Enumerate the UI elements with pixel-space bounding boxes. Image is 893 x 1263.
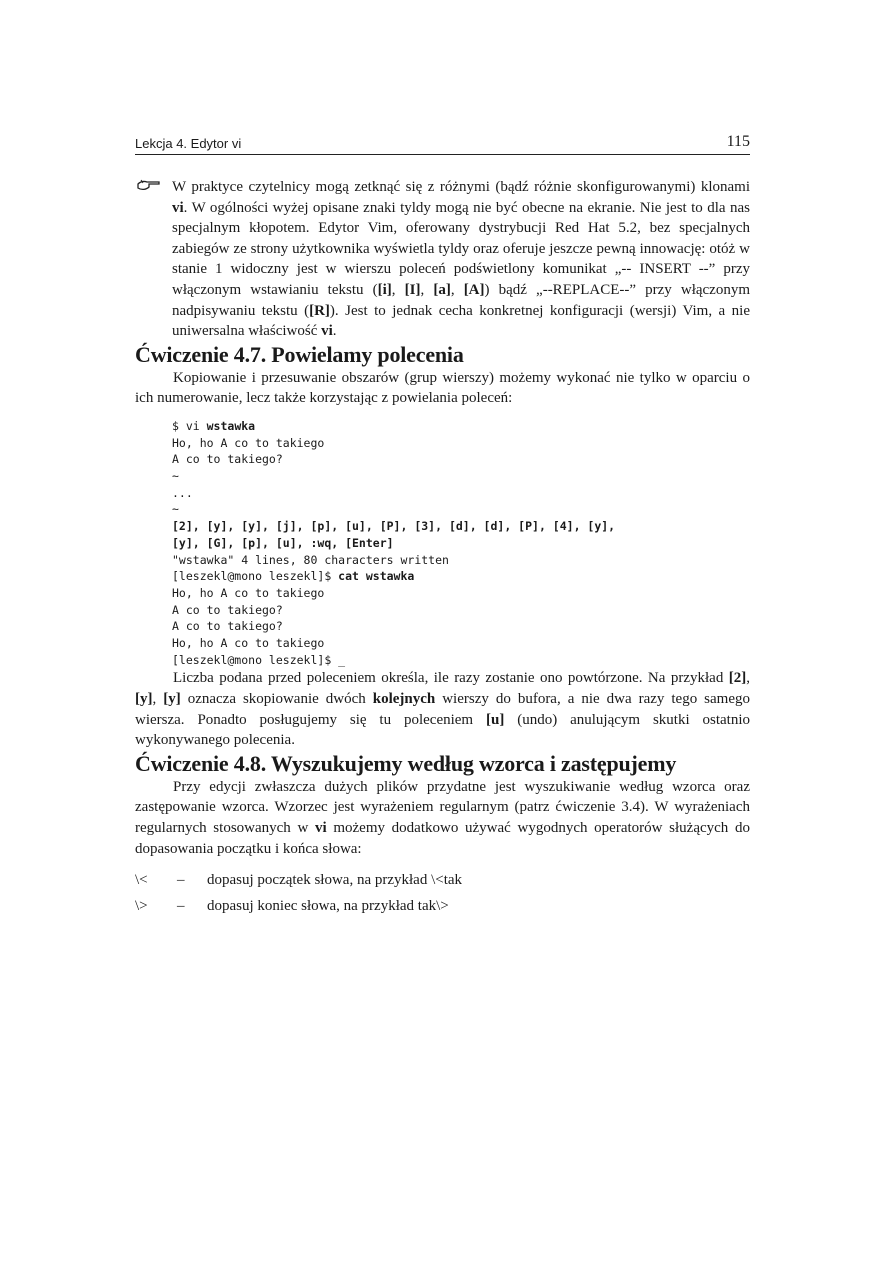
- book-page: [135, 133, 750, 919]
- list-item: [135, 867, 750, 893]
- bold-text: [y], [G], [p], [u], :wq, [Enter]: [172, 535, 394, 550]
- code-listing: [172, 418, 750, 669]
- text-run: ) bądź „--REPLACE--” przy włączonym nadpisywaniu tekstu (: [172, 281, 751, 319]
- text-run: Ho, ho A co to takiego: [172, 435, 325, 450]
- note-text: [172, 177, 750, 342]
- code-line: [172, 652, 750, 669]
- text-run: ,: [391, 281, 405, 298]
- note-block: [135, 177, 750, 342]
- bold-text: [a]: [433, 281, 451, 298]
- code-line: [172, 485, 750, 502]
- text-run: ...: [172, 485, 193, 500]
- pointing-hand-icon: [137, 178, 161, 192]
- code-line: [172, 418, 750, 435]
- bold-text: [A]: [463, 281, 485, 298]
- operator-list: [135, 867, 750, 919]
- bold-text: [2]: [728, 670, 747, 687]
- bold-text: [u]: [485, 711, 505, 728]
- text-run: ,: [450, 281, 464, 298]
- code-line: [172, 568, 750, 585]
- text-run: [leszekl@mono leszekl]$ _: [172, 652, 346, 667]
- section-heading: Ćwiczenie 4.7. Powielamy polecenia: [135, 341, 464, 367]
- text-run: A co to takiego?: [172, 602, 283, 617]
- operator-description: dopasuj koniec słowa, na przykład tak\>: [207, 898, 449, 915]
- code-line: [172, 602, 750, 619]
- text-run: Liczba podana przed poleceniem określa, ile razy zostanie ono powtórzone. Na przykład: [173, 670, 729, 687]
- dash: –: [177, 898, 185, 915]
- text-run: (undo) anulującym skutki ostatnio wykonywanego polecenia.: [135, 711, 750, 749]
- text-run: możemy dodatkowo używać wygodnych operatorów służących do dopasowania początku i końca słowa:: [135, 820, 750, 857]
- operator-symbol: \<: [135, 872, 148, 889]
- text-run: "wstawka" 4 lines, 80 characters written: [172, 552, 449, 567]
- text-run: A co to takiego?: [172, 452, 283, 467]
- operator-symbol: \>: [135, 898, 148, 915]
- text-run: $ vi: [172, 418, 207, 433]
- code-line: [172, 501, 750, 518]
- dash: –: [177, 872, 185, 889]
- text-run: Ho, ho A co to takiego: [172, 636, 325, 651]
- code-line: [172, 451, 750, 468]
- bold-text: wstawka: [206, 418, 256, 433]
- code-line: [172, 585, 750, 602]
- text-run: wierszy do bufora, a nie dwa razy tego samego wiersza. Ponadto posługujemy się tu poleceniem: [135, 691, 750, 728]
- bold-text: [y]: [135, 691, 153, 708]
- operator-description: dopasuj początek słowa, na przykład \<tak: [207, 872, 463, 889]
- code-line: [172, 552, 750, 569]
- code-line: [172, 435, 750, 452]
- bold-text: [y]: [163, 691, 181, 708]
- text-run: .: [332, 323, 337, 340]
- text-run: Ho, ho A co to takiego: [172, 585, 325, 600]
- bold-text: [R]: [309, 302, 330, 319]
- list-item: [135, 893, 750, 919]
- chapter-title: Lekcja 4. Edytor vi: [135, 136, 242, 151]
- text-run: Przy edycji zwłaszcza dużych plików przydatne jest wyszukiwanie według wzorca oraz zastępowanie wzorca. Wzorzec jest wyrażeniem regularnym (patrz ćwiczenie 3.4). W wyrażeniach regularnych stosowanych w: [135, 778, 750, 837]
- text-run: . W ogólności wyżej opisane znaki tyldy mogą nie być obecne na ekranie. Nie jest to dla nas specjalnym kłopotem. Edytor Vim, oferowany dystrybucji Red Hat 5.2, bez specjalnych zabiegów ze strony użytkownika wyświetla tyldy oraz oferuje jeszcze pewną innowację: otóż w stanie 1 widoczny jest w wierszu poleceń podświetlony komunikat „-- INSERT --” przy włączonym wstawianiu tekstu (: [172, 199, 750, 298]
- code-line: [172, 635, 750, 652]
- bold-text: vi: [172, 199, 184, 216]
- text-run: ,: [746, 670, 750, 687]
- page-number: 115: [726, 133, 750, 150]
- text-run: W praktyce czytelnicy mogą zetknąć się z różnymi (bądź różnie skonfigurowanymi) klonami: [172, 179, 750, 195]
- bold-text: cat wstawka: [338, 569, 415, 584]
- bold-text: vi: [315, 820, 327, 837]
- section-intro: [135, 777, 750, 859]
- text-run: A co to takiego?: [172, 619, 283, 634]
- code-line: [172, 468, 750, 485]
- code-line: [172, 618, 750, 635]
- text-run: oznacza skopiowanie dwóch: [180, 691, 373, 708]
- text-run: [leszekl@mono leszekl]$: [172, 569, 339, 584]
- explanation-paragraph: [135, 668, 750, 750]
- bold-text: vi: [321, 323, 333, 340]
- code-line: [172, 518, 750, 535]
- bold-text: kolejnych: [372, 691, 436, 708]
- bold-text: [i]: [377, 281, 392, 298]
- text-run: ). Jest to jednak cecha konkretnej konfiguracji (wersji) Vim, a nie uniwersalna właściwość: [172, 302, 750, 340]
- code-line: [172, 535, 750, 552]
- text-run: ~: [172, 469, 179, 484]
- text-run: ,: [152, 691, 164, 708]
- text-run: ,: [420, 281, 434, 298]
- section-heading: Ćwiczenie 4.8. Wyszukujemy według wzorca i zastępujemy: [135, 750, 677, 776]
- section-intro: Kopiowanie i przesuwanie obszarów (grup wierszy) możemy wykonać nie tylko w oparciu o ich numerowanie, lecz także korzystając z powielania poleceń:: [135, 369, 750, 407]
- bold-text: [I]: [404, 281, 421, 298]
- running-header: [135, 133, 750, 155]
- text-run: ~: [172, 502, 179, 517]
- bold-text: [2], [y], [y], [j], [p], [u], [P], [3], [d], [d], [P], [4], [y],: [172, 519, 616, 534]
